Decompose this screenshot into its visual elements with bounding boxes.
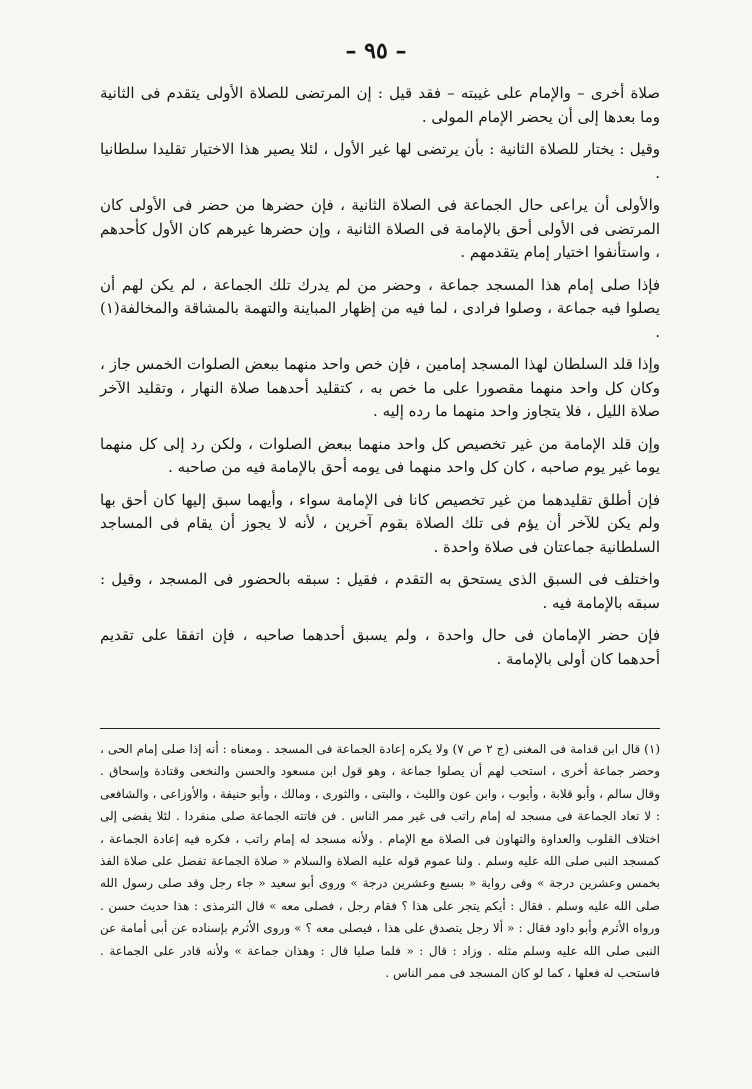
footnote-text: (١) قال ابن قدامة فى المغنى (ج ٢ ص ٧) ولا يكره إعادة الجماعة فى المسجد . ومعناه : أنه إذا صلى إمام الحى ، وحضر جماعة أخرى ، استحب لهم أن يصلوا جماعة ، وهو قول ابن مسعود والحسن والنخعى وقتادة وإسحاق . وقال سالم ، وأبو قلابة ، وأيوب ، وابن عون والليث ، والبتى ، والثورى ، ومالك ، وأبو حنيفة ، والأوزاعى ، والشافعى : لا تعاد الجماعة فى مسجد له إمام راتب فى غير ممر الناس . فن فاتته الجماعة صلى منفردا . لئلا يفضى إلى اختلاف القلوب والعداوة والتهاون فى الصلاة مع الإمام . ولأنه مسجد له إمام راتب ، فكره فيه إعادة الجماعة ، كمسجد النبى صلى الله عليه وسلم . ولنا عموم قوله عليه الصلاة والسلام « صلاة الجماعة تفضل على صلاة الفذ بخمس وعشرين درجة » وفى رواية « بسبع وعشرين درجة » وروى أبو سعيد « جاء رجل وقد صلى رسول الله صلى الله عليه وسلم . فقال : أيكم يتجر على هذا ؟ فقام رجل ، فصلى معه » قال الترمذى : هذا حديث حسن . ورواه الأثرم وأبو داود فقال : « ألا رجل يتصدق على هذا ، فيصلى معه ؟ » وروى الأثرم بإسناده عن أبى أمامة عن النبى صلى الله عليه وسلم مثله . وزاد : قال : « فلما صليا قال : وهذان جماعة » ولأنه قادر على الجماعة . فاستحب له فعلها ، كما لو كان المسجد فى ممر الناس . bbox=[100, 742, 661, 981]
paragraph: واختلف فى السبق الذى يستحق به التقدم ، فقيل : سبقه بالحضور فى المسجد ، وقيل : سبقه بالإمامة فيه . bbox=[100, 570, 660, 612]
paragraph: وإذا قلد السلطان لهذا المسجد إمامين ، فإن خص واحد منهما ببعض الصلوات الخمس جاز ، وكان كل واحد منهما مقصورا على ما خص به ، كتقليد أحدهما صلاة النهار ، وتقليد الآخر صلاة الليل ، فلا يتجاوز واحد منهما ما رده إليه . bbox=[100, 355, 660, 420]
main-text bbox=[100, 82, 660, 680]
footnote bbox=[100, 738, 660, 984]
paragraph: وقيل : يختار للصلاة الثانية : بأن يرتضى لها غير الأول ، لئلا يصير هذا الاختيار تقليدا سلطانيا . bbox=[100, 140, 660, 182]
paragraph: فإذا صلى إمام هذا المسجد جماعة ، وحضر من لم يدرك تلك الجماعة ، لم يكن لهم أن يصلوا فيه جماعة ، وصلوا فرادى ، لما فيه من إظهار المباينة والتهمة بالمشاقة والمخالفة(١) . bbox=[100, 275, 660, 341]
page-number: – ٩٥ – bbox=[345, 38, 407, 64]
paragraph: صلاة أخرى – والإمام على غيبته – فقد قيل : إن المرتضى للصلاة الأولى يتقدم فى الثانية وما بعدها إلى أن يحضر الإمام المولى . bbox=[100, 84, 660, 126]
paragraph: وإن قلد الإمامة من غير تخصيص كل واحد منهما ببعض الصلوات ، ولكن رد إلى كل منهما يوما غير يوم صاحبه ، كان كل واحد منهما فى يومه أحق بالإمامة فيه من صاحبه . bbox=[100, 434, 660, 476]
paragraph: فإن حضر الإمامان فى حال واحدة ، ولم يسبق أحدهما صاحبه ، فإن اتفقا على تقديم أحدهما كان أولى بالإمامة . bbox=[100, 626, 660, 668]
footnote-divider bbox=[100, 728, 660, 729]
paragraph: والأولى أن يراعى حال الجماعة فى الصلاة الثانية ، فإن حضرها من حضر فى الأولى كان المرتضى فى الأولى أحق بالإمامة فى الصلاة الثانية ، وإن حضرها غيرهم كان الأول كأحدهم ، واستأنفوا اختيار إمام يتقدمهم . bbox=[100, 196, 660, 261]
paragraph: فإن أطلق تقليدهما من غير تخصيص كانا فى الإمامة سواء ، وأيهما سبق إليها كان أحق بها ولم يكن للآخر أن يؤم فى تلك الصلاة بقوم آخرين ، لأنه لا يجوز أن يقام فى المساجد السلطانية جماعتان فى صلاة واحدة . bbox=[100, 490, 660, 556]
